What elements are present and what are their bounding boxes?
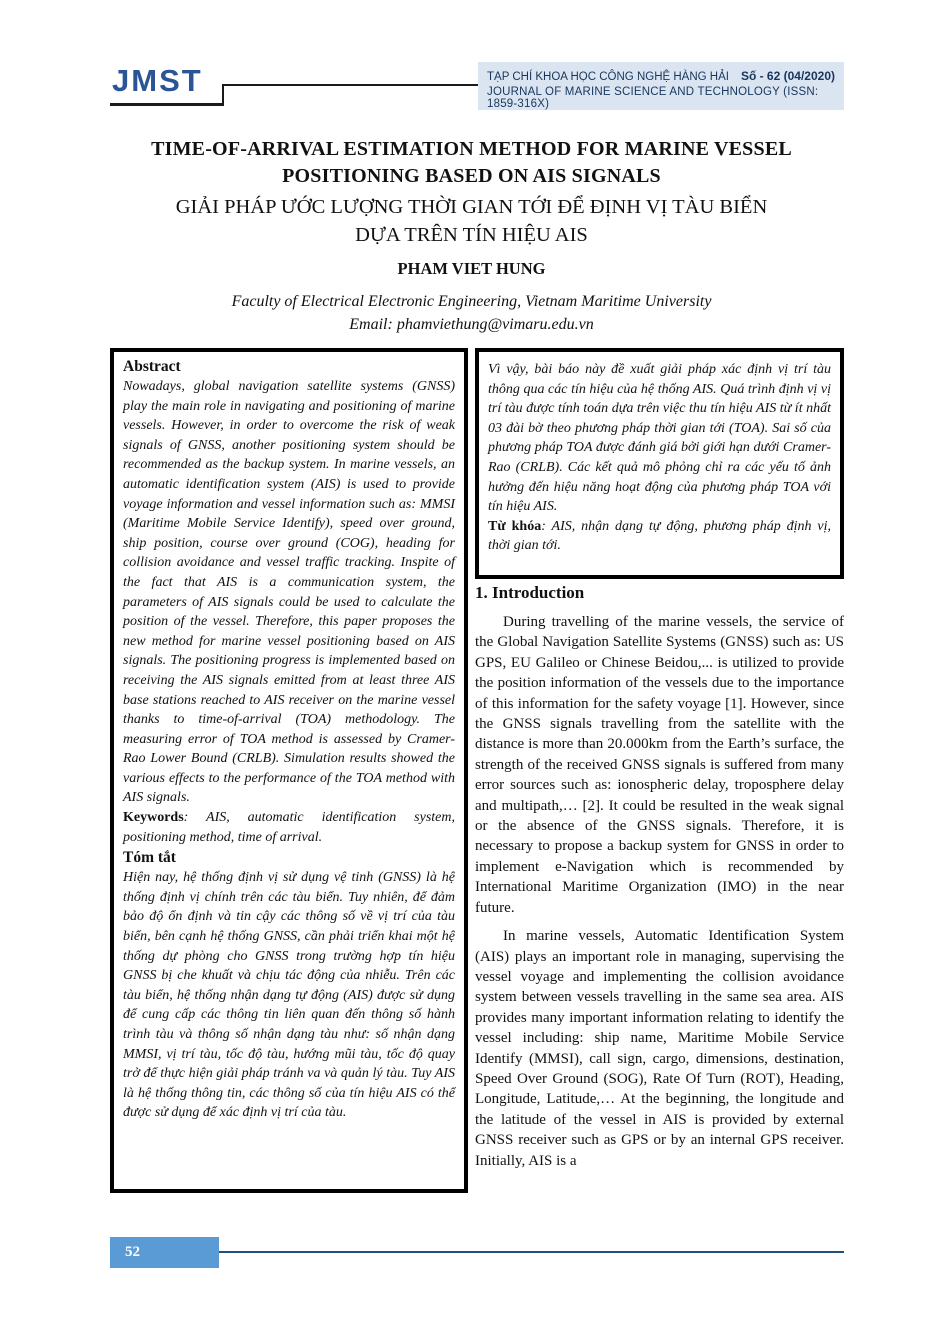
abstract-box [110, 348, 468, 1193]
introduction-section [475, 583, 844, 1179]
journal-title-en: JOURNAL OF MARINE SCIENCE AND TECHNOLOGY (ISSN: 1859-316X) [487, 86, 819, 110]
keywords-line [123, 808, 455, 847]
vietnamese-abstract-box [475, 348, 844, 579]
journal-issue-number: Số - 62 (04/2020) [740, 69, 835, 83]
paper-title-en [0, 136, 943, 190]
journal-info-box [478, 62, 844, 110]
tomtat-body: Hiện nay, hệ thống định vị sử dụng vệ tinh (GNSS) là hệ thống định vị chính trên các tàu biển. Tuy nhiên, để đảm bảo độ ổn định và tin cậy các thông số về vị trí của tàu biển, bên cạnh hệ thống GNSS, cần phải triển khai một hệ thống dự phòng cho GNSS trong trường hợp tín hiệu GNSS bị che khuất và chịu tác động của nhiễu. Trên các tàu biển, hệ thống nhận dạng tự động (AIS) được sử dụng để cung cấp các thông tin liên quan đến thông số hành trình tàu và thông số nhận dạng tàu như: số nhận dạng MMSI, vị trí tàu, tốc độ tàu, hướng mũi tàu, tốc độ quay trở để thực hiện giải pháp tránh va và quản lý tàu. Tuy AIS là hệ thống thông tin, các thông số của tín hiệu AIS có thể được sử dụng để xác định vị trí của tàu. [123, 870, 455, 1121]
paper-title-en-line2: POSITIONING BASED ON AIS SIGNALS [282, 165, 661, 187]
header-horizontal-rule [222, 84, 478, 86]
tukhoa-line [488, 517, 831, 556]
title-block [0, 136, 943, 249]
header-step-rule [222, 84, 224, 106]
page-number-badge [110, 1237, 219, 1268]
footer-rule [219, 1251, 844, 1253]
tukhoa-text: : AIS, nhận dạng tự động, phương pháp định vị, thời gian tới. [488, 518, 832, 554]
keywords-label: Keywords [123, 810, 184, 826]
paper-title-vi-line1: GIẢI PHÁP ƯỚC LƯỢNG THỜI GIAN TỚI ĐỂ ĐỊNH VỊ TÀU BIỂN [175, 196, 768, 218]
abstract-heading: Abstract [123, 358, 181, 375]
author-affiliation: Faculty of Electrical Electronic Engineering, Vietnam Maritime University [231, 293, 712, 310]
paper-title-en-line1: TIME-OF-ARRIVAL ESTIMATION METHOD FOR MARINE VESSEL [151, 138, 792, 160]
author-name: PHAM VIET HUNG [397, 259, 546, 278]
paper-title-vi [0, 193, 943, 249]
introduction-heading: 1. Introduction [475, 583, 585, 602]
journal-title-vi: TẠP CHÍ KHOA HỌC CÔNG NGHỆ HÀNG HẢI [487, 71, 729, 83]
tomtat-heading: Tóm tắt [123, 849, 176, 867]
paper-title-vi-line2: DỰA TRÊN TÍN HIỆU AIS [355, 224, 588, 246]
keywords-text: : AIS, automatic identification system, positioning method, time of arrival. [123, 810, 455, 845]
author-block [0, 259, 943, 336]
vietnamese-abstract-body: Vì vậy, bài báo này đề xuất giải pháp xác định vị trí tàu thông qua các tín hiệu của hệ thống AIS. Quá trình định vị vị trí tàu được tính toán dựa trên việc thu tín hiệu AIS từ ít nhất 03 đài bờ theo phương pháp thời gian tới (TOA). Sai số của phương pháp TOA được đánh giá bởi giới hạn dưới Cramer-Rao (CRLB). Các kết quả mô phỏng chỉ ra các yếu tố ảnh hưởng đến hiệu năng hoạt động của phương pháp TOA với tín hiệu AIS. [488, 362, 831, 515]
journal-logo: JMST [112, 63, 203, 98]
introduction-paragraph-2: In marine vessels, Automatic Identification System (AIS) plays an important role in managing, supervising the vessel voyage and implementing the collision avoidance system between vessels travelling in the same sea area. AIS provides many important information relating to identify the vessel including: ship name, Maritime Mobile Service Identify (MMSI), call sign, cargo, dimensions, destination, Speed Over Ground (SOG), Rate Of Turn (ROT), Heading, Longitude, Latitude,… At the beginning, the longitude and the latitude of the vessel in AIS is provided by external GNSS receiver such as GPS or by an internal GPS receiver. Initially, AIS is a [475, 928, 844, 1169]
tukhoa-label: Từ khóa [488, 518, 542, 534]
logo-underline-rule [110, 103, 224, 106]
introduction-paragraph-1: During travelling of the marine vessels, the service of the Global Navigation Satellite Systems (GNSS) such as: US GPS, EU Galileo or Chinese Beidou,... is utilized to provide the position information of the vessels due to the importance of this information for the safety voyage [1]. However, since the GNSS signals travelling from the satellite with the distance is more than 20.000km from the Earth’s surface, the strength of the received GNSS signals is suffered from many error sources such as: ionospheric delay, troposphere delay and multipath,… [2]. It could be resulted in the weak signal or the absence of the GNSS signals. Therefore, it is necessary to propose a backup system for GNSS in order to implement e-Navigation which is recommended by International Maritime Organization (IMO) in the near future. [475, 614, 844, 916]
page-number: 52 [125, 1244, 140, 1260]
abstract-body: Nowadays, global navigation satellite systems (GNSS) play the main role in navigating and positioning of marine vessels. However, in order to overcome the risk of weak signals of GNSS, another positioning system should be recommended as the backup system. In marine vessels, an automatic identification system (AIS) is used to provide voyage information and vessel information such as: MMSI (Maritime Mobile Service Identify), speed over ground, ship position, course over ground (COG), heading for collision avoidance and vessel traffic tracking. Inspite of the fact that AIS is a communication system, the parameters of AIS signals could be used to calculate the position of the vessel. Therefore, this paper proposes the new method for marine vessel positioning based on AIS signals. The positioning progress is implemented based on receiving the AIS signals emitted from at least three AIS base stations reached to AIS receiver on the marine vessel thanks to time-of-arrival (TOA) methodology. The measuring error of TOA method is assessed by Cramer-Rao Lower Bound (CRLB). Simulation results showed the various effects to the performance of the TOA method with AIS signals. [123, 379, 455, 806]
author-email: Email: phamviethung@vimaru.edu.vn [349, 316, 594, 333]
